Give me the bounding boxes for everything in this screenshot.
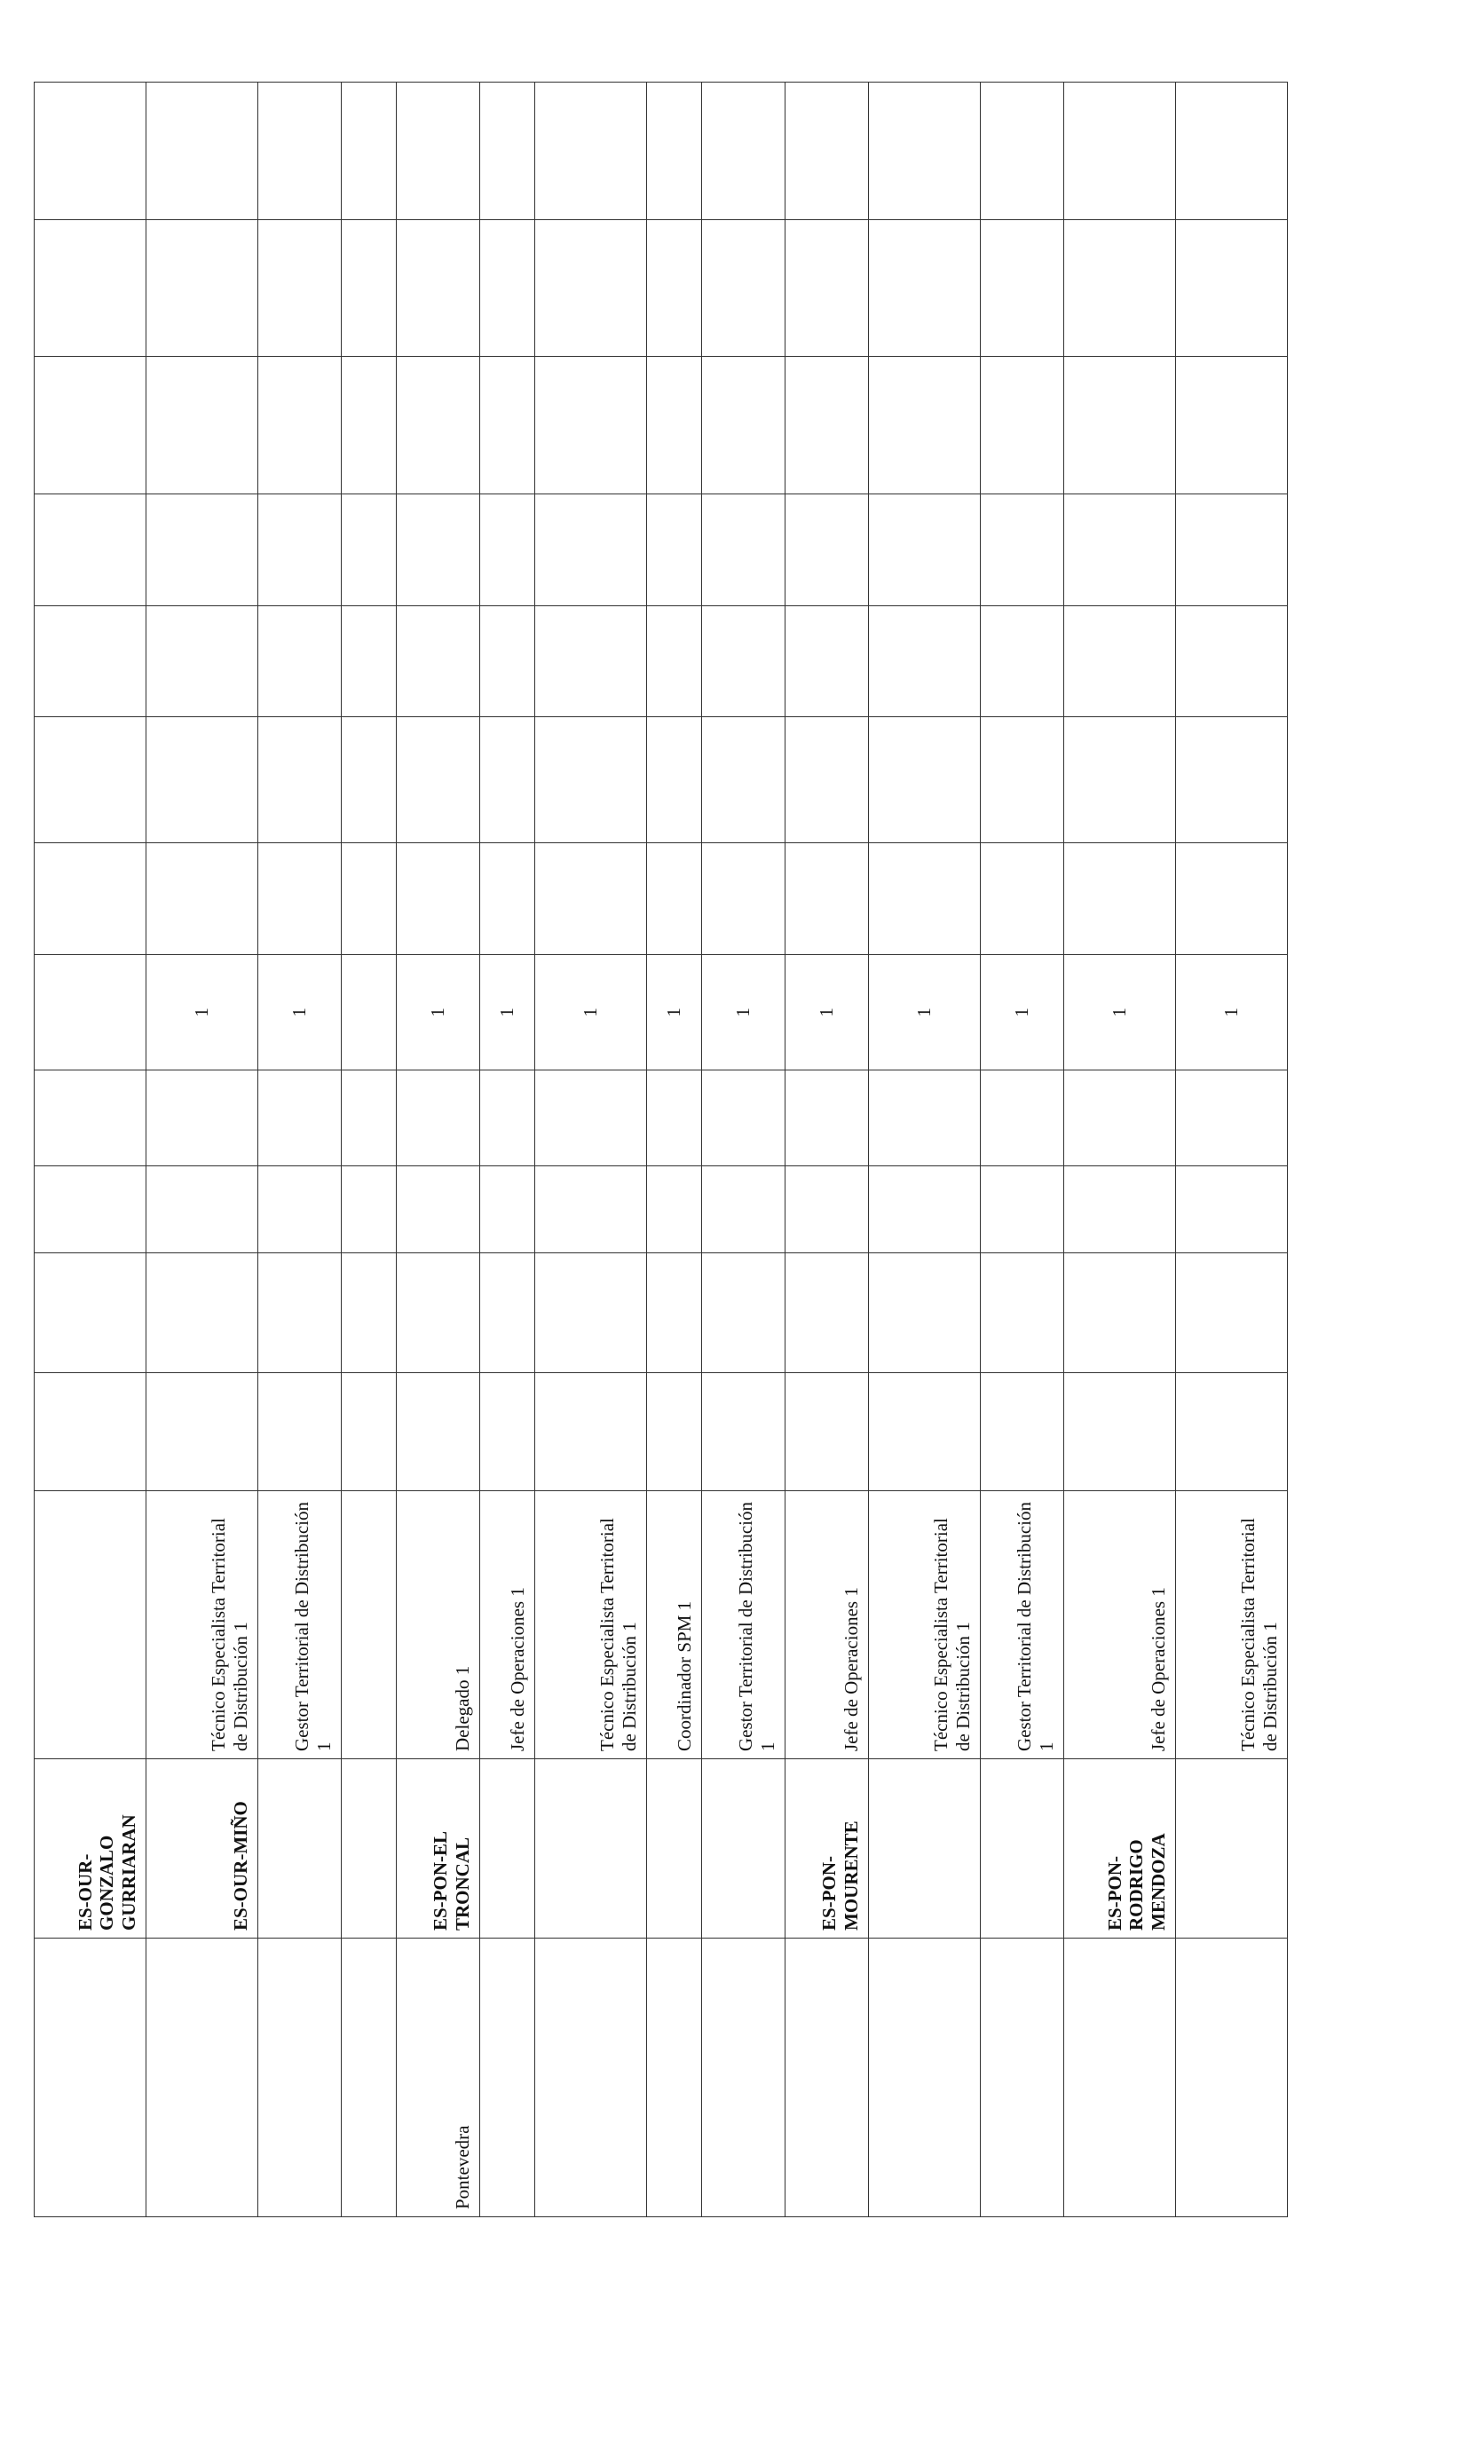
- value-cell: [35, 843, 146, 955]
- role-text: Gestor Territorial de Distribución 1: [1014, 1502, 1058, 1751]
- value-cell: [785, 494, 869, 606]
- value-cell: [480, 606, 535, 717]
- table-row: [480, 0, 535, 2217]
- value-cell: [869, 220, 981, 357]
- value-cell: [1064, 717, 1176, 843]
- value-cell: [869, 1373, 981, 1491]
- province-cell: [480, 1939, 535, 2217]
- value-cell: [397, 220, 480, 357]
- location-text: ES-PON-RODRIGO MENDOZA: [1103, 1833, 1170, 1931]
- value-cell: [1064, 606, 1176, 717]
- location-text: ES-PON-EL TRONCAL: [430, 1832, 474, 1931]
- value-cell: [647, 606, 702, 717]
- role-text: Gestor Territorial de Distribución 1: [735, 1502, 779, 1751]
- value-cell: [146, 955, 258, 1070]
- value-cell: [342, 843, 397, 955]
- value-cell: [342, 1166, 397, 1253]
- value-cell: [869, 1166, 981, 1253]
- role-cell: [342, 1491, 397, 1759]
- value-cell: [1064, 1373, 1176, 1491]
- value-cell: [981, 717, 1064, 843]
- value-cell: [869, 955, 981, 1070]
- province-text: Pontevedra: [452, 2125, 474, 2209]
- value-cell: [1176, 494, 1288, 606]
- value-cell: [342, 357, 397, 494]
- value-cell: [480, 494, 535, 606]
- location-cell: [397, 1759, 480, 1939]
- value-cell: [981, 843, 1064, 955]
- role-cell: [1176, 1491, 1288, 1759]
- table-row: [535, 0, 647, 2217]
- value-cell: [146, 494, 258, 606]
- value-text: 1: [1220, 1007, 1243, 1017]
- value-cell: [647, 357, 702, 494]
- province-cell: [1176, 1939, 1288, 2217]
- province-cell: [981, 1939, 1064, 2217]
- value-cell: [702, 1166, 785, 1253]
- table-row: [869, 0, 981, 2217]
- location-cell: [981, 1759, 1064, 1939]
- value-cell: [480, 717, 535, 843]
- table-row: [397, 0, 480, 2217]
- table-row: [981, 0, 1064, 2217]
- value-cell: [480, 1070, 535, 1166]
- value-cell: [342, 717, 397, 843]
- value-cell: [702, 220, 785, 357]
- role-text: Técnico Especialista Territorial de Distribución 1: [208, 1518, 252, 1751]
- table-body: [35, 0, 1288, 2217]
- value-cell: [785, 1070, 869, 1166]
- value-cell: [535, 606, 647, 717]
- location-cell: [702, 1759, 785, 1939]
- value-cell: [35, 357, 146, 494]
- value-cell: [258, 1070, 342, 1166]
- role-cell: [981, 1491, 1064, 1759]
- value-cell: [702, 494, 785, 606]
- value-cell: [1176, 1070, 1288, 1166]
- value-cell: [702, 1070, 785, 1166]
- table-row: [702, 0, 785, 2217]
- province-cell: [342, 1939, 397, 2217]
- location-text: ES-OUR-MIÑO: [230, 1801, 252, 1931]
- value-text: 1: [663, 1007, 685, 1017]
- value-text: 1: [1011, 1007, 1033, 1017]
- role-text: Técnico Especialista Territorial de Distribución 1: [930, 1518, 975, 1751]
- role-text: Coordinador SPM 1: [674, 1600, 696, 1751]
- value-cell: [480, 1166, 535, 1253]
- value-cell: [480, 1373, 535, 1491]
- value-cell: [258, 1373, 342, 1491]
- value-cell: [535, 717, 647, 843]
- value-cell: [785, 1166, 869, 1253]
- value-cell: [146, 1070, 258, 1166]
- value-cell: [1064, 494, 1176, 606]
- value-cell: [535, 1253, 647, 1373]
- value-cell: [981, 1373, 1064, 1491]
- value-cell: [785, 1253, 869, 1373]
- value-cell: [342, 494, 397, 606]
- value-cell: [869, 1253, 981, 1373]
- location-cell: [1064, 1759, 1176, 1939]
- value-cell: [258, 1253, 342, 1373]
- value-cell: [146, 1253, 258, 1373]
- value-cell: [1176, 843, 1288, 955]
- value-cell: [981, 606, 1064, 717]
- value-cell: [869, 1070, 981, 1166]
- value-cell: [981, 83, 1064, 220]
- value-cell: [146, 83, 258, 220]
- value-cell: [35, 1373, 146, 1491]
- value-cell: [146, 606, 258, 717]
- value-cell: [1176, 1166, 1288, 1253]
- value-cell: [342, 83, 397, 220]
- location-text: ES-PON-MOURENTE: [818, 1820, 863, 1931]
- value-cell: [258, 843, 342, 955]
- role-text: Delegado 1: [452, 1665, 474, 1751]
- value-cell: [535, 357, 647, 494]
- value-cell: [35, 1166, 146, 1253]
- value-cell: [35, 606, 146, 717]
- value-cell: [480, 1253, 535, 1373]
- value-cell: [397, 1166, 480, 1253]
- value-cell: [146, 220, 258, 357]
- value-cell: [702, 717, 785, 843]
- value-cell: [1176, 220, 1288, 357]
- value-cell: [258, 1166, 342, 1253]
- value-text: 1: [816, 1007, 838, 1017]
- value-cell: [35, 1070, 146, 1166]
- value-cell: [397, 494, 480, 606]
- value-cell: [480, 220, 535, 357]
- role-text: Jefe de Operaciones 1: [1148, 1587, 1170, 1751]
- role-cell: [146, 1491, 258, 1759]
- value-cell: [702, 1373, 785, 1491]
- value-cell: [35, 717, 146, 843]
- value-cell: [869, 606, 981, 717]
- location-cell: [35, 1759, 146, 1939]
- rotated-table-wrapper: [34, 135, 1281, 2217]
- value-cell: [785, 220, 869, 357]
- value-cell: [785, 955, 869, 1070]
- value-cell: [1176, 357, 1288, 494]
- location-cell: [647, 1759, 702, 1939]
- value-cell: [342, 955, 397, 1070]
- value-cell: [647, 1373, 702, 1491]
- province-cell: [258, 1939, 342, 2217]
- value-cell: [35, 220, 146, 357]
- value-cell: [535, 220, 647, 357]
- value-cell: [535, 1166, 647, 1253]
- table-row: [342, 0, 397, 2217]
- value-cell: [342, 1253, 397, 1373]
- location-cell: [342, 1759, 397, 1939]
- value-cell: [258, 220, 342, 357]
- value-cell: [397, 1070, 480, 1166]
- value-cell: [785, 843, 869, 955]
- value-cell: [1064, 955, 1176, 1070]
- value-cell: [35, 1253, 146, 1373]
- value-cell: [869, 357, 981, 494]
- value-cell: [981, 220, 1064, 357]
- value-text: 1: [732, 1007, 754, 1017]
- value-cell: [35, 494, 146, 606]
- value-cell: [535, 1373, 647, 1491]
- value-cell: [1064, 1253, 1176, 1373]
- province-cell: [535, 1939, 647, 2217]
- value-cell: [535, 494, 647, 606]
- value-text: 1: [191, 1007, 213, 1017]
- value-cell: [146, 717, 258, 843]
- table-row: [647, 0, 702, 2217]
- role-cell: [869, 1491, 981, 1759]
- value-cell: [981, 357, 1064, 494]
- value-cell: [869, 83, 981, 220]
- value-cell: [869, 843, 981, 955]
- value-cell: [869, 494, 981, 606]
- value-cell: [480, 83, 535, 220]
- province-cell: [702, 1939, 785, 2217]
- value-cell: [702, 843, 785, 955]
- value-text: 1: [288, 1007, 311, 1017]
- value-cell: [702, 606, 785, 717]
- value-cell: [146, 843, 258, 955]
- value-cell: [1064, 357, 1176, 494]
- value-cell: [258, 357, 342, 494]
- value-cell: [785, 717, 869, 843]
- role-cell: [35, 1491, 146, 1759]
- value-cell: [869, 717, 981, 843]
- value-cell: [397, 606, 480, 717]
- role-cell: [702, 1491, 785, 1759]
- value-cell: [342, 606, 397, 717]
- location-text: ES-OUR-GONZALO GURRIARAN: [74, 1814, 140, 1931]
- role-cell: [480, 1491, 535, 1759]
- value-cell: [258, 606, 342, 717]
- value-cell: [981, 955, 1064, 1070]
- role-cell: [785, 1491, 869, 1759]
- value-cell: [702, 1253, 785, 1373]
- value-cell: [981, 1253, 1064, 1373]
- value-cell: [342, 1070, 397, 1166]
- role-cell: [535, 1491, 647, 1759]
- table-row: [1176, 0, 1288, 2217]
- value-cell: [535, 83, 647, 220]
- value-cell: [647, 1166, 702, 1253]
- location-cell: [869, 1759, 981, 1939]
- value-cell: [702, 83, 785, 220]
- value-cell: [981, 1166, 1064, 1253]
- location-cell: [258, 1759, 342, 1939]
- value-cell: [1176, 606, 1288, 717]
- value-cell: [785, 83, 869, 220]
- table-row: [258, 0, 342, 2217]
- value-cell: [146, 357, 258, 494]
- value-cell: [647, 955, 702, 1070]
- value-cell: [702, 357, 785, 494]
- province-cell: [35, 1939, 146, 2217]
- location-cell: [1176, 1759, 1288, 1939]
- value-cell: [397, 357, 480, 494]
- value-cell: [480, 357, 535, 494]
- value-cell: [258, 955, 342, 1070]
- value-cell: [342, 1373, 397, 1491]
- value-cell: [1176, 717, 1288, 843]
- value-cell: [535, 843, 647, 955]
- value-cell: [146, 1373, 258, 1491]
- table-row: [35, 0, 146, 2217]
- value-cell: [397, 1373, 480, 1491]
- province-cell: [785, 1939, 869, 2217]
- value-cell: [1176, 83, 1288, 220]
- value-cell: [535, 1070, 647, 1166]
- value-cell: [647, 494, 702, 606]
- value-cell: [397, 717, 480, 843]
- value-cell: [1176, 1253, 1288, 1373]
- value-text: 1: [496, 1007, 518, 1017]
- value-cell: [1064, 220, 1176, 357]
- table-row: [1064, 0, 1176, 2217]
- province-cell: [647, 1939, 702, 2217]
- value-cell: [1064, 1166, 1176, 1253]
- role-text: Técnico Especialista Territorial de Distribución 1: [596, 1518, 641, 1751]
- value-cell: [647, 1253, 702, 1373]
- value-text: 1: [427, 1007, 449, 1017]
- table-row: [146, 0, 258, 2217]
- value-text: 1: [913, 1007, 935, 1017]
- province-cell: [397, 1939, 480, 2217]
- value-text: 1: [1109, 1007, 1131, 1017]
- value-cell: [702, 955, 785, 1070]
- value-cell: [1064, 83, 1176, 220]
- province-cell: [146, 1939, 258, 2217]
- value-cell: [480, 843, 535, 955]
- location-cell: [146, 1759, 258, 1939]
- value-cell: [258, 83, 342, 220]
- role-cell: [258, 1491, 342, 1759]
- value-cell: [1176, 1373, 1288, 1491]
- location-cell: [785, 1759, 869, 1939]
- value-cell: [1064, 1070, 1176, 1166]
- role-text: Técnico Especialista Territorial de Distribución 1: [1237, 1518, 1282, 1751]
- value-cell: [397, 1253, 480, 1373]
- value-cell: [1064, 843, 1176, 955]
- value-cell: [258, 717, 342, 843]
- table-row: [785, 0, 869, 2217]
- value-cell: [785, 357, 869, 494]
- value-cell: [647, 717, 702, 843]
- value-cell: [981, 1070, 1064, 1166]
- value-cell: [1176, 955, 1288, 1070]
- value-cell: [785, 1373, 869, 1491]
- value-text: 1: [580, 1007, 602, 1017]
- value-cell: [397, 83, 480, 220]
- role-text: Jefe de Operaciones 1: [507, 1587, 529, 1751]
- value-cell: [397, 843, 480, 955]
- value-cell: [535, 955, 647, 1070]
- value-cell: [258, 494, 342, 606]
- role-text: Jefe de Operaciones 1: [841, 1587, 863, 1751]
- value-cell: [647, 83, 702, 220]
- value-cell: [146, 1166, 258, 1253]
- role-cell: [1064, 1491, 1176, 1759]
- value-cell: [981, 494, 1064, 606]
- role-text: Gestor Territorial de Distribución 1: [291, 1502, 335, 1751]
- value-cell: [480, 955, 535, 1070]
- value-cell: [647, 1070, 702, 1166]
- staffing-table: [34, 0, 1288, 2217]
- province-cell: [1064, 1939, 1176, 2217]
- province-cell: [869, 1939, 981, 2217]
- value-cell: [342, 220, 397, 357]
- value-cell: [647, 843, 702, 955]
- value-cell: [785, 606, 869, 717]
- value-cell: [35, 83, 146, 220]
- value-cell: [35, 955, 146, 1070]
- value-cell: [647, 220, 702, 357]
- location-cell: [535, 1759, 647, 1939]
- role-cell: [647, 1491, 702, 1759]
- role-cell: [397, 1491, 480, 1759]
- value-cell: [397, 955, 480, 1070]
- location-cell: [480, 1759, 535, 1939]
